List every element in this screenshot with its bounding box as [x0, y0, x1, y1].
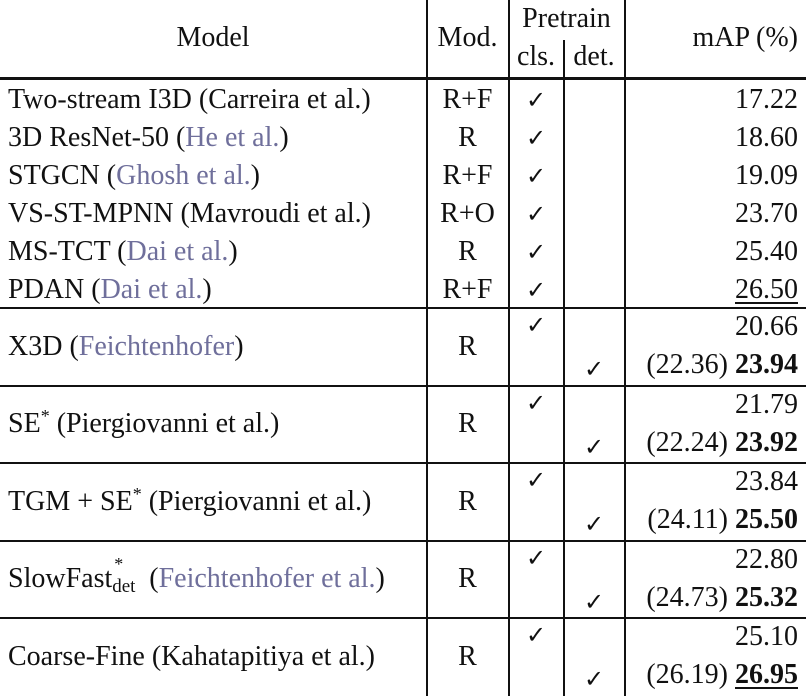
header-model: Model — [176, 22, 250, 53]
header-rule — [0, 77, 806, 80]
cls-map: 21.79 — [735, 389, 798, 420]
header-mod: Mod. — [437, 22, 498, 53]
group-modality: R — [458, 408, 477, 439]
header-pretrain: Pretrain — [522, 3, 611, 34]
group-model-name: TGM + SE* (Piergiovanni et al.) — [8, 484, 372, 517]
check-icon: ✓ — [525, 311, 547, 339]
check-icon: ✓ — [525, 276, 547, 304]
row-modality: R — [458, 236, 477, 267]
row-modality: R+F — [442, 84, 493, 115]
group-model-name: Coarse-Fine (Kahatapitiya et al.) — [8, 641, 375, 672]
check-icon: ✓ — [525, 124, 547, 152]
row-map-second-best: 26.50 — [735, 274, 798, 305]
group-modality: R — [458, 563, 477, 594]
row-map: 19.09 — [735, 160, 798, 191]
row-modality: R+F — [442, 274, 493, 305]
row-modality: R — [458, 122, 477, 153]
check-icon: ✓ — [525, 200, 547, 228]
cls-map: 23.84 — [735, 466, 798, 497]
group-modality: R — [458, 486, 477, 517]
group-model-name: SE* (Piergiovanni et al.) — [8, 406, 280, 439]
group-modality: R — [458, 331, 477, 362]
citation: (Kahatapitiya et al.) — [151, 641, 375, 672]
check-icon: ✓ — [525, 162, 547, 190]
cls-map: 22.80 — [735, 544, 798, 575]
citation-link[interactable]: Feichtenhofer et al. — [158, 563, 376, 594]
row-model-name: Two-stream I3D (Carreira et al.) — [8, 84, 371, 115]
det-map: (22.24) 23.92 — [646, 427, 798, 458]
check-icon: ✓ — [583, 355, 605, 383]
row-map: 17.22 — [735, 84, 798, 115]
check-icon: ✓ — [583, 588, 605, 616]
group-model-name: SlowFast * det (Feichtenhofer et al.) — [8, 554, 385, 597]
check-icon: ✓ — [525, 86, 547, 114]
row-map: 18.60 — [735, 122, 798, 153]
row-model-name: MS-TCT (Dai et al.) — [8, 236, 238, 267]
row-model-name: PDAN (Dai et al.) — [8, 274, 212, 305]
det-map-best: (26.19) 26.95 — [646, 659, 798, 690]
det-map: (24.11) 25.50 — [647, 504, 798, 535]
citation-link[interactable]: Feichtenhofer — [78, 331, 235, 362]
citation: (Piergiovanni et al.) — [141, 486, 372, 517]
citation-link[interactable]: Dai et al. — [100, 274, 203, 305]
group-model-name: X3D (Feichtenhofer) — [8, 331, 244, 362]
check-icon: ✓ — [583, 510, 605, 538]
row-modality: R+O — [440, 198, 495, 229]
check-icon: ✓ — [583, 665, 605, 693]
row-model-name: VS-ST-MPNN (Mavroudi et al.) — [8, 198, 371, 229]
det-map: (22.36) 23.94 — [646, 349, 798, 380]
row-model-name: 3D ResNet-50 (He et al.) — [8, 122, 289, 153]
row-modality: R+F — [442, 160, 493, 191]
cls-map: 25.10 — [735, 621, 798, 652]
group-modality: R — [458, 641, 477, 672]
check-icon: ✓ — [525, 621, 547, 649]
header-map: mAP (%) — [692, 22, 798, 53]
cls-map: 20.66 — [735, 311, 798, 342]
check-icon: ✓ — [525, 544, 547, 572]
check-icon: ✓ — [525, 466, 547, 494]
row-map: 23.70 — [735, 198, 798, 229]
citation-link[interactable]: Dai et al. — [126, 236, 229, 267]
header-det: det. — [573, 41, 615, 72]
check-icon: ✓ — [525, 238, 547, 266]
citation: (Mavroudi et al.) — [180, 198, 371, 229]
check-icon: ✓ — [525, 389, 547, 417]
det-map: (24.73) 25.32 — [646, 582, 798, 613]
check-icon: ✓ — [583, 433, 605, 461]
citation: (Piergiovanni et al.) — [49, 408, 280, 439]
citation-link[interactable]: He et al. — [185, 122, 280, 153]
row-map: 25.40 — [735, 236, 798, 267]
citation: (Carreira et al.) — [198, 84, 371, 115]
header-cls: cls. — [516, 41, 556, 72]
row-model-name: STGCN (Ghosh et al.) — [8, 160, 260, 191]
citation-link[interactable]: Ghosh et al. — [116, 160, 251, 191]
